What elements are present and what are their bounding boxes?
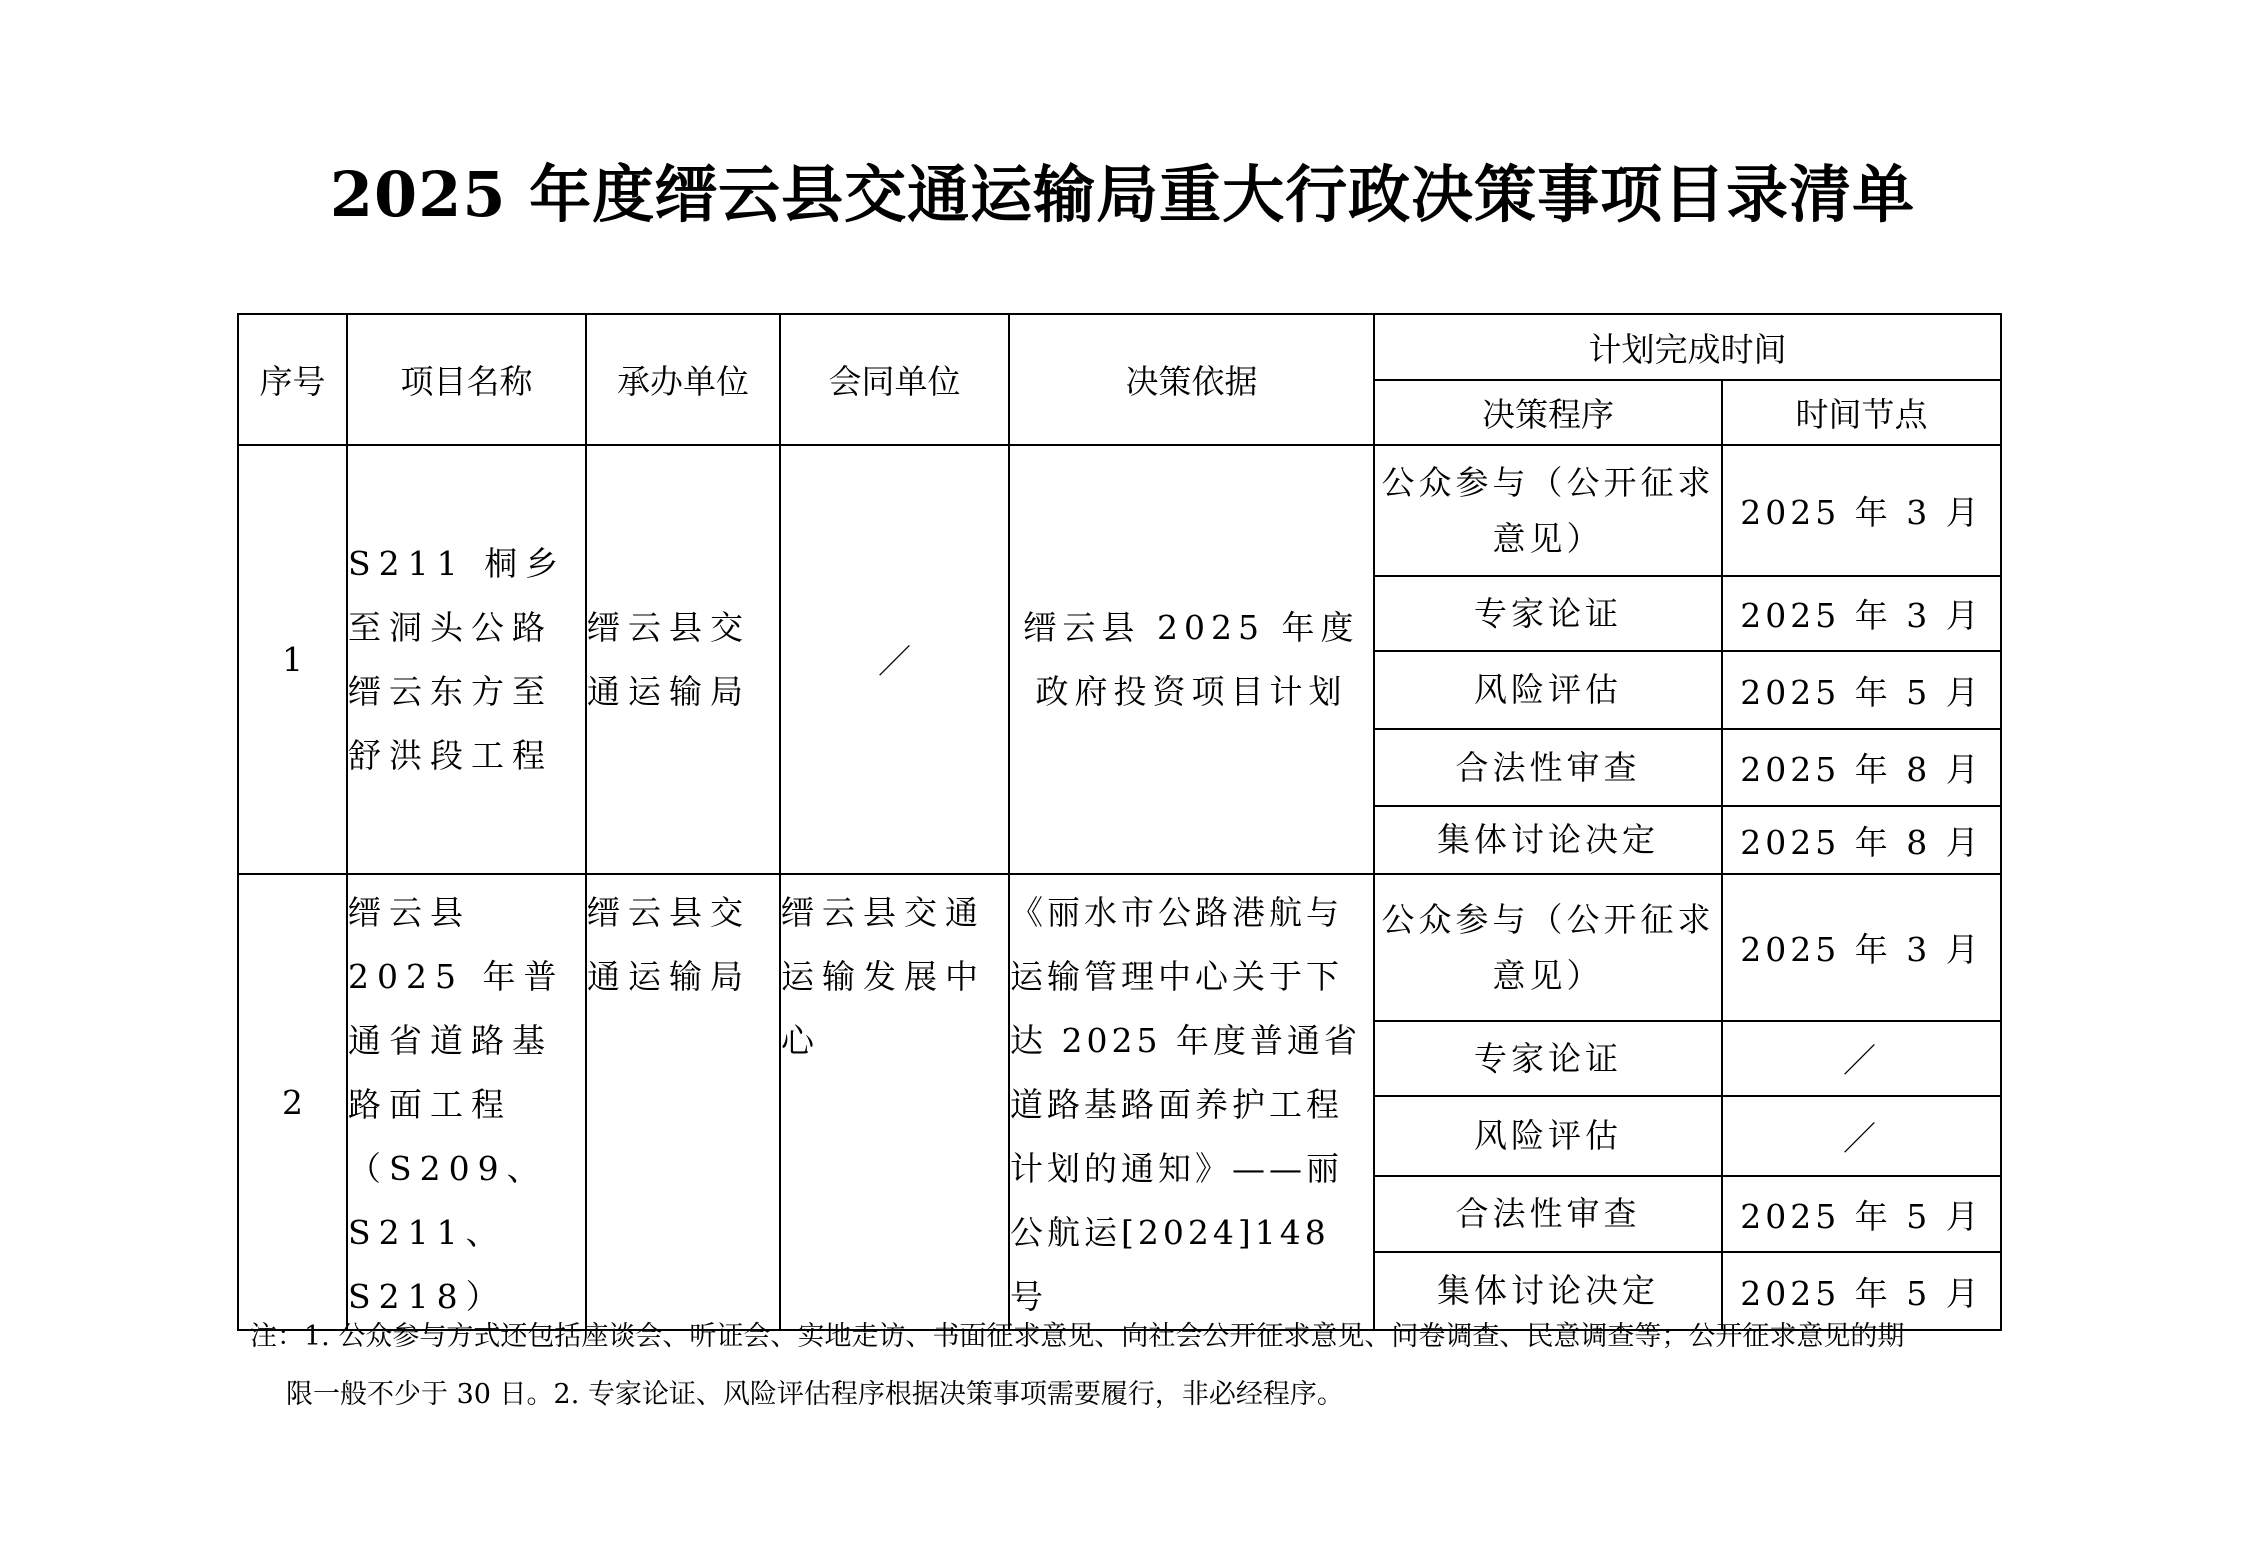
time-cell: 2025 年 5 月: [1722, 1176, 2001, 1252]
header-plan: 计划完成时间: [1374, 314, 2001, 380]
procedure-cell: 公众参与（公开征求意见）: [1374, 874, 1722, 1021]
undertaker-unit: 缙云县交通运输局: [586, 445, 780, 874]
time-cell: 2025 年 3 月: [1722, 445, 2001, 576]
time-cell: ／: [1722, 1021, 2001, 1096]
procedure-cell: 专家论证: [1374, 1021, 1722, 1096]
header-procedure: 决策程序: [1374, 380, 1722, 445]
cooperating-unit: ／: [780, 445, 1009, 874]
procedure-cell: 风险评估: [1374, 651, 1722, 729]
project-name: 缙云县 2025 年普通省道路基路面工程（S209、S211、S218）: [347, 874, 586, 1330]
time-cell: 2025 年 5 月: [1722, 651, 2001, 729]
undertaker-unit: 缙云县交通运输局: [586, 874, 780, 1330]
procedure-cell: 集体讨论决定: [1374, 1252, 1722, 1330]
time-cell: 2025 年 3 月: [1722, 874, 2001, 1021]
row-seq: 2: [238, 874, 347, 1330]
procedure-cell: 集体讨论决定: [1374, 806, 1722, 874]
table-row: [238, 445, 2001, 576]
header-cooperator: 会同单位: [780, 314, 1009, 445]
row-seq: 1: [238, 445, 347, 874]
project-name: S211 桐乡至洞头公路缙云东方至舒洪段工程: [347, 445, 586, 874]
header-undertaker: 承办单位: [586, 314, 780, 445]
procedure-cell: 风险评估: [1374, 1096, 1722, 1176]
footnote: [250, 1308, 1990, 1424]
header-name: 项目名称: [347, 314, 586, 445]
procedure-cell: 专家论证: [1374, 576, 1722, 651]
decision-basis: 缙云县 2025 年度政府投资项目计划: [1009, 445, 1374, 874]
document-title: 2025 年度缙云县交通运输局重大行政决策事项目录清单: [329, 158, 1916, 231]
time-cell: 2025 年 8 月: [1722, 806, 2001, 874]
time-cell: ／: [1722, 1096, 2001, 1176]
time-cell: 2025 年 5 月: [1722, 1252, 2001, 1330]
decision-table: [237, 313, 2002, 1331]
footnote-line: 注：1. 公众参与方式还包括座谈会、听证会、实地走访、书面征求意见、向社会公开征求意见、问卷调查、民意调查等；公开征求意见的期: [250, 1321, 1905, 1352]
time-cell: 2025 年 3 月: [1722, 576, 2001, 651]
time-cell: 2025 年 8 月: [1722, 729, 2001, 806]
procedure-cell: 合法性审查: [1374, 729, 1722, 806]
cooperating-unit: 缙云县交通运输发展中心: [780, 874, 1009, 1330]
header-timepoint: 时间节点: [1722, 380, 2001, 445]
procedure-cell: 公众参与（公开征求意见）: [1374, 445, 1722, 576]
header-seq: 序号: [238, 314, 347, 445]
procedure-cell: 合法性审查: [1374, 1176, 1722, 1252]
footnote-line: 限一般不少于 30 日。2. 专家论证、风险评估程序根据决策事项需要履行，非必经程序。: [286, 1379, 1344, 1410]
table-row: [238, 874, 2001, 1021]
decision-basis: 《丽水市公路港航与运输管理中心关于下达 2025 年度普通省道路基路面养护工程计划的通知》——丽公航运[2024]148 号: [1009, 874, 1374, 1330]
header-basis: 决策依据: [1009, 314, 1374, 445]
